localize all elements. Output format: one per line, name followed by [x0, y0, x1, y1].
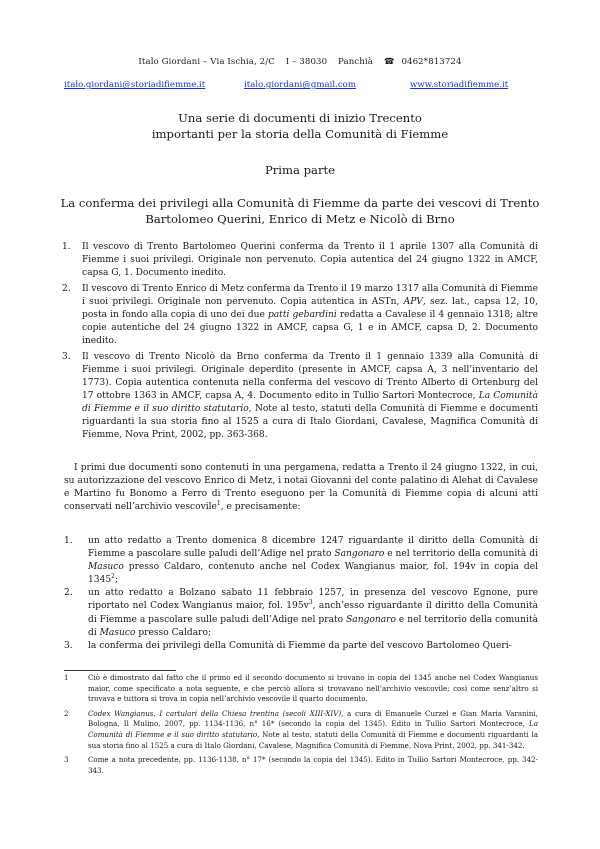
- item-text: ;: [114, 575, 119, 586]
- list-item: [62, 351, 538, 442]
- footnote-text: , Note al testo, statuti della Comunità di Fiemme e documenti riguardanti la sua storia fino al 1525 a cura di Italo Giordani, Cavalese, Magnifica Comunità di Fiemme, Nova Print, 2002, pp. 341-342.: [88, 729, 538, 750]
- postcode: I – 38030: [285, 57, 328, 67]
- footnote-text: , a cura di Emanuele Curzel e Gian Maria Varanini, Bologna, Il Mulino, 2007, pp. 1134-1136, n° 16* (secondo la copia del 1345). Edito in Tullio Sartori Montecroce,: [88, 708, 538, 729]
- item-text: un atto redatto a Bolzano sabato 11 febbraio 1257, in presenza del vescovo Egnone, pure riportato nel Codex Wangianus maior, fol. 195v: [88, 588, 538, 612]
- subtitle-line-1: La conferma dei privilegi alla Comunità di Fiemme da parte dei vescovi di Trento: [60, 196, 540, 210]
- item-text: e nel territorio della comunità di: [88, 614, 538, 638]
- subtitle-line-2: Bartolomeo Querini, Enrico di Metz e Nicolò di Brno: [145, 212, 455, 226]
- item-italic: Masuco: [99, 627, 136, 638]
- footnote-divider: [64, 670, 176, 671]
- documents-list: [62, 241, 538, 445]
- title-line-1: Una serie di documenti di inizio Trecento: [178, 111, 422, 125]
- section-subtitle: [0, 195, 600, 227]
- footnote-ref: 3: [308, 599, 313, 607]
- item-number: 1.: [62, 242, 71, 252]
- footnotes: [64, 673, 538, 780]
- list-item: [62, 283, 538, 348]
- item-italic: Sangonaro: [334, 549, 385, 560]
- item-text: Il vescovo di Trento Enrico di Metz conferma da Trento il 19 marzo 1317 alla Comunità di Fiemme i suoi privilegi. Originale non pervenuto. Copia autentica in ASTn,: [82, 284, 538, 307]
- acts-list: [64, 535, 539, 653]
- item-number: 1.: [64, 536, 73, 546]
- list-item: [64, 535, 539, 587]
- footnote-number: 1: [64, 673, 69, 682]
- item-text: Il vescovo di Trento Bartolomeo Querini conferma da Trento il 1 aprile 1307 alla Comunità di Fiemme i suoi privilegi. Originale non pervenuto. Copia autentica del 24 giugno 1322 in AMCF, capsa G, 1. Documento inedito.: [82, 242, 538, 278]
- telephone-icon: ☎: [383, 57, 395, 67]
- footnote: [64, 755, 538, 776]
- item-text: redatta a Cavalese il 4 gennaio 1318; altre copie autentiche del 24 giugno 1322 in AMCF, capsa G, 1 e in AMCF, capsa D, 2. Documento inedito.: [82, 310, 538, 346]
- email-link-gmail[interactable]: italo.giordani@gmail.com: [244, 80, 356, 90]
- item-italic: Sangonaro: [346, 614, 396, 625]
- item-text: Il vescovo di Trento Nicolò da Brno conferma da Trento il 1 gennaio 1339 alla Comunità di Fiemme i suoi privilegi. Originale deperdito (presente in AMCF, capsa A, 3 nell’inventario del 1773). Copia autentica contenuta nella conferma del vescovo di Trento Alberto di Ortenburg del 17 ottobre 1363 in AMCF, capsa A, 4. Documento edito in Tullio Sartori Montecroce,: [82, 352, 538, 401]
- intro-paragraph: [64, 462, 538, 514]
- list-item: [64, 640, 538, 653]
- town: Panchià: [338, 57, 373, 67]
- item-italic: La Comunità di Fiemme e il suo diritto statutario: [82, 391, 538, 414]
- item-text: , Note al testo, statuti della Comunità di Fiemme e documenti riguardanti la sua storia fino al 1525 a cura di Italo Giordani, Cavalese, Magnifica Comunità di Fiemme, Nova Print, 2002, pp. 363-368.: [82, 404, 538, 440]
- item-text: e nel territorio della comunità di: [384, 549, 539, 560]
- footnote-number: 2: [64, 708, 69, 718]
- website-link[interactable]: www.storiadifiemme.it: [410, 80, 509, 90]
- title-line-2: importanti per la storia della Comunità di Fiemme: [151, 127, 449, 141]
- item-number: 3.: [62, 352, 71, 362]
- footnote: [64, 673, 538, 705]
- item-text: presso Caldaro, contenuto anche nel Codex Wangianus maior, fol. 194v in copia del 1345: [88, 562, 538, 586]
- part-heading: Prima parte: [264, 163, 336, 177]
- item-text: presso Caldaro;: [135, 627, 212, 638]
- paragraph-text: , e precisamente:: [220, 502, 301, 513]
- footnote-italic: Codex Wangianus. I cartulari della Chiesa trentina (secoli XIII-XIV): [88, 708, 342, 718]
- item-text: un atto redatto a Trento domenica 8 dicembre 1247 riguardante il diritto della Comunità di Fiemme a pascolare sulle paludi dell’Adige nel prato: [88, 536, 538, 560]
- author-address: Italo Giordani – Via Ischia, 2/C: [138, 57, 275, 67]
- email-link-storiadifiemme[interactable]: italo.giordani@storiadifiemme.it: [64, 80, 206, 90]
- phone-number: 0462*813724: [401, 57, 462, 67]
- item-text: la conferma dei privilegi della Comunità di Fiemme da parte del vescovo Bartolomeo Queri-: [88, 640, 512, 651]
- paragraph-text: I primi due documenti sono contenuti in una pergamena, redatta a Trento il 24 giugno 1322, in cui, su autorizzazione del vescovo Enrico di Metz, i notai Giovanni del conte palatino di Alehat di Cavalese e Martino fu Bonomo a Ferro di Trento eseguono per la Comunità di Fiemme copia di alcuni atti conservati nell’archivio vescovile: [64, 463, 538, 513]
- item-number: 2.: [62, 284, 71, 294]
- footnote-text: Come a nota precedente, pp. 1136-1138, n° 17* (secondo la copia del 1345). Edito in Tullio Sartori Montecroce, pp. 342-343.: [88, 755, 538, 775]
- footnote: [64, 709, 538, 751]
- item-number: 2.: [64, 588, 73, 599]
- footnote-text: Ciò è dimostrato dal fatto che il primo ed il secondo documento si trovano in copia del 1345 anche nel Codex Wangianus maior, come specificato a nota seguente, e che perciò allora si trovavano nell’archivio vescovile; così come senz’altro si trovava e tuttora si trova in copia nell’archivio vescovile il quarto documento.: [88, 673, 538, 704]
- item-italic: Masuco: [88, 562, 124, 573]
- footnote-ref: 2: [111, 573, 115, 581]
- list-item: [64, 587, 538, 639]
- document-title: [0, 110, 600, 142]
- item-italic: patti gebardini: [267, 310, 337, 320]
- item-text: , anch’esso riguardante il diritto della Comunità di Fiemme a pascolare sulle paludi dell’Adige nel prato: [88, 601, 538, 625]
- letterhead: [0, 57, 600, 67]
- item-text: , sez. lat., capsa 12, 10, posta in fondo alla copia di uno dei due: [82, 297, 538, 320]
- footnote-italic: La Comunità di Fiemme e il suo diritto statutario: [88, 719, 538, 739]
- footnote-number: 3: [64, 755, 69, 765]
- item-italic: APV: [403, 297, 423, 307]
- list-item: [62, 241, 538, 280]
- footnote-ref: 1: [216, 500, 221, 508]
- item-number: 3.: [64, 640, 73, 651]
